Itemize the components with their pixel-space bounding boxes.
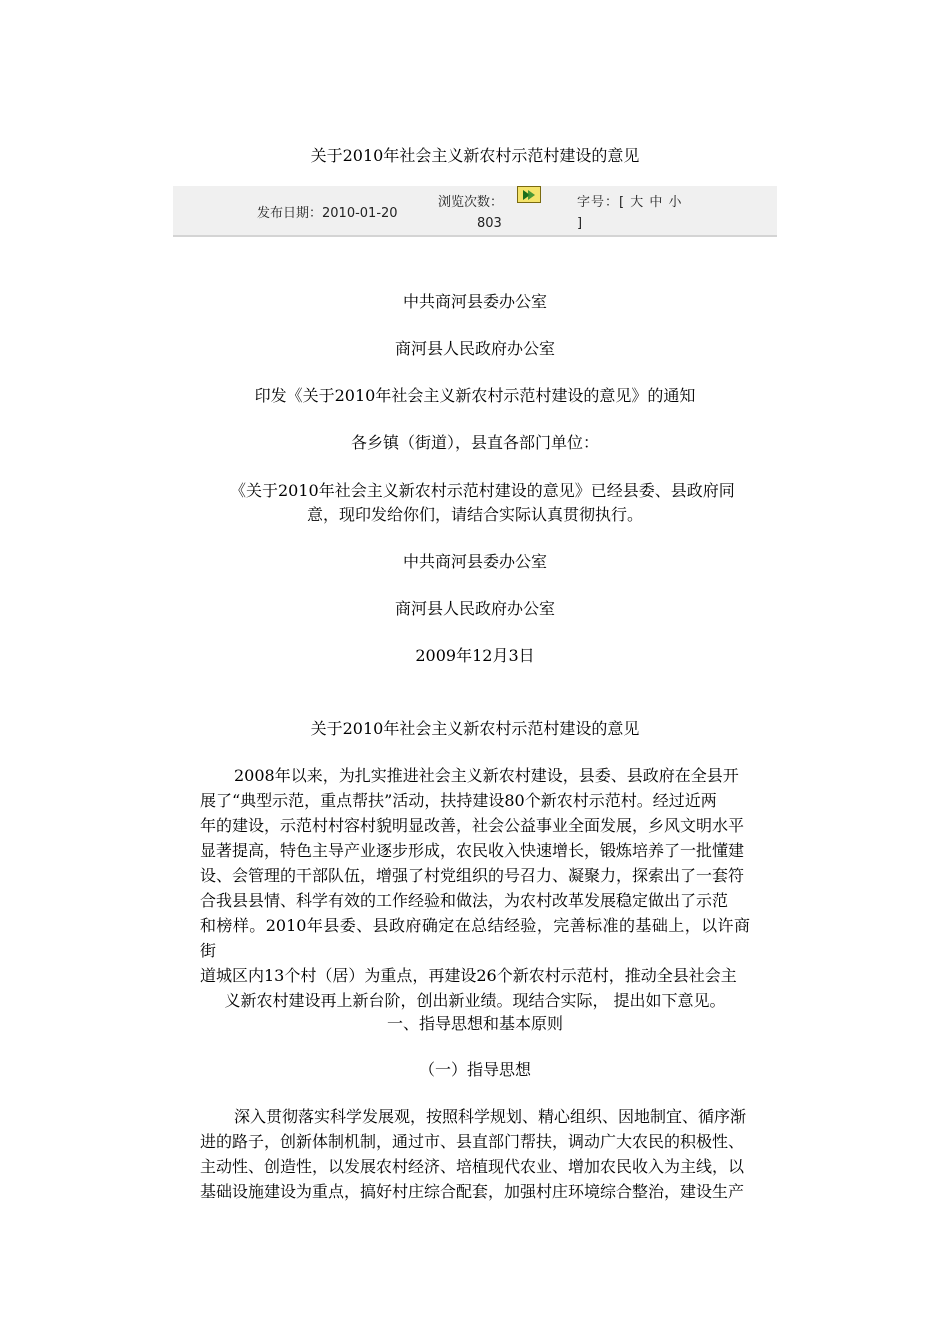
intro-paragraph (200, 763, 750, 1013)
intro-line: 显著提高，特色主导产业逐步形成，农民收入快速增长，锻炼培养了一批懂建 (200, 841, 745, 860)
intro-line: 和榜样。2010年县委、县政府确定在总结经验，完善标准的基础上，以许商街 (200, 916, 750, 960)
view-counter-icon (517, 186, 541, 203)
views-label: 浏览次数： (438, 195, 504, 210)
guide-paragraph (200, 1104, 750, 1204)
section-heading: 一、指导思想和基本原则 (386, 1014, 563, 1033)
guide-line: 主动性、创造性，以发展农村经济、培植现代农业、增加农民收入为主线，以 (200, 1157, 745, 1176)
issuer-government: 商河县人民政府办公室 (394, 339, 555, 358)
notice-body-line2: 意，现印发给你们，请结合实际认真贯彻执行。 (306, 505, 643, 524)
signature-committee: 中共商河县委办公室 (402, 552, 547, 571)
intro-line: 展了“典型示范，重点帮扶”活动，扶持建设80个新农村示范村。经过近两 (200, 791, 717, 810)
intro-line: 道城区内13个村（居）为重点，再建设26个新农村示范村，推动全县社会主 (200, 966, 737, 985)
intro-line: 合我县县情、科学有效的工作经验和做法，为农村改革发展稳定做出了示范 (200, 891, 729, 910)
article-meta-bar (173, 186, 777, 237)
guide-line: 深入贯彻落实科学发展观，按照科学规划、精心组织、因地制宜、循序渐 (234, 1107, 747, 1126)
notice-body-line1: 《关于2010年社会主义新农村示范村建设的意见》已经县委、县政府同 (230, 481, 735, 500)
publish-date: 发布日期：2010-01-20 (257, 206, 398, 221)
intro-line: 年的建设，示范村村容村貌明显改善，社会公益事业全面发展，乡风文明水平 (200, 816, 745, 835)
intro-line: 设、会管理的干部队伍，增强了村党组织的号召力、凝聚力，探索出了一套符 (200, 866, 745, 885)
subsection-heading: （一）指导思想 (418, 1060, 531, 1079)
font-size-selector[interactable]: 字号：[ 大 中 小 (577, 195, 683, 210)
guide-line: 基础设施建设为重点，搞好村庄综合配套，加强村庄环境综合整治，建设生产 (200, 1182, 745, 1201)
intro-line: 2008年以来，为扎实推进社会主义新农村建设，县委、县政府在全县开 (234, 766, 739, 785)
views-count: 803 (477, 216, 502, 231)
recipients: 各乡镇（街道），县直各部门单位： (350, 433, 599, 452)
issuer-committee: 中共商河县委办公室 (402, 292, 547, 311)
page-title: 关于2010年社会主义新农村示范村建设的意见 (310, 146, 640, 165)
guide-line: 进的路子，创新体制机制，通过市、县直部门帮扶，调动广大农民的积极性、 (200, 1132, 745, 1151)
intro-line: 义新农村建设再上新台阶，创出新业绩。现结合实际， 提出如下意见。 (224, 991, 726, 1010)
opinion-title: 关于2010年社会主义新农村示范村建设的意见 (310, 719, 640, 738)
notice-title: 印发《关于2010年社会主义新农村示范村建设的意见》的通知 (254, 386, 696, 405)
font-size-close: ] (577, 216, 583, 231)
notice-date: 2009年12月3日 (415, 646, 535, 665)
signature-government: 商河县人民政府办公室 (394, 599, 555, 618)
